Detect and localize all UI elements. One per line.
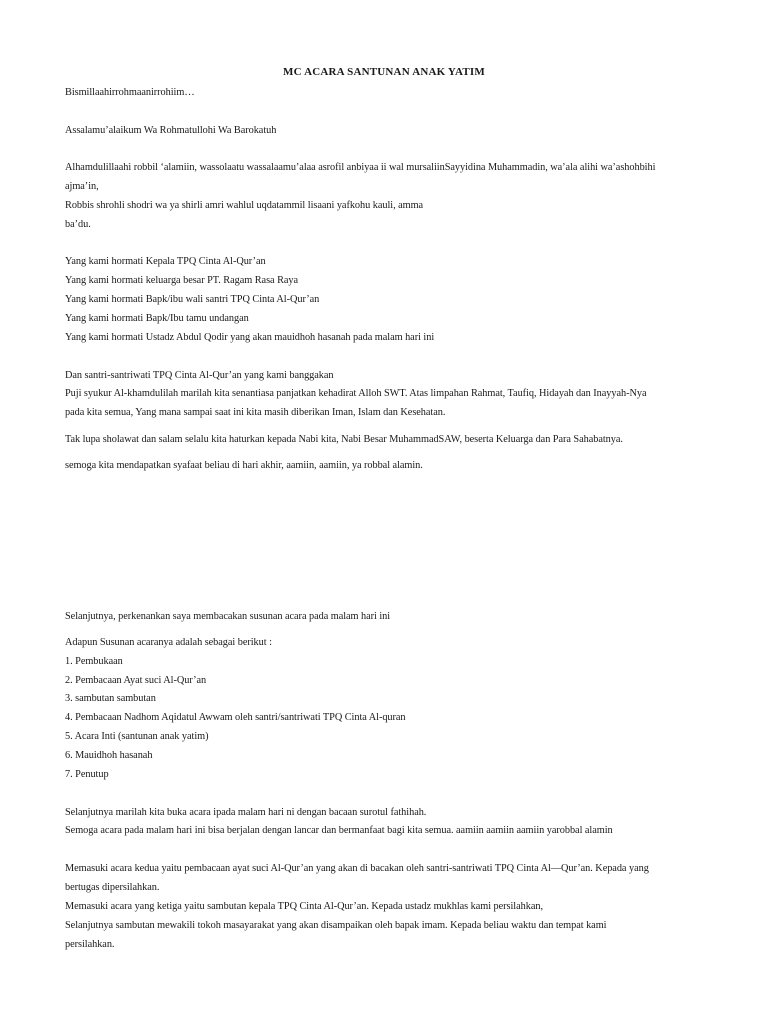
greeting-line: Yang kami hormati Bapk/Ibu tamu undangan	[65, 313, 249, 324]
susunan-item: 2. Pembacaan Ayat suci Al-Qur’an	[65, 675, 207, 686]
susunan-item: 1. Pembukaan	[65, 656, 123, 667]
praise-line-3: Robbis shrohli shodri wa ya shirli amri wahlul uqdatammil lisaani yafkohu kauli, amma	[65, 200, 424, 211]
syafaat-line: semoga kita mendapatkan syafaat beliau di hari akhir, aamiin, aamiin, ya robbal alamin.	[65, 460, 423, 471]
susunan-item: 5. Acara Inti (santunan anak yatim)	[65, 731, 209, 742]
acara-line: Memasuki acara yang ketiga yaitu sambutan kepala TPQ Cinta Al-Qur’an. Kepada ustadz mukhlas kami persilahkan,	[65, 901, 543, 912]
acara-line: Memasuki acara kedua yaitu pembacaan ayat suci Al-Qur’an yang akan di bacakan oleh santri-santriwati TPQ Cinta Al—Qur’an. Kepada yang	[65, 863, 649, 874]
document-title: MC ACARA SANTUNAN ANAK YATIM	[283, 66, 485, 78]
basmalah-line: Bismillaahirrohmaanirrohiim…	[65, 87, 195, 98]
acara-line: persilahkan.	[65, 939, 115, 950]
susunan-item: 6. Mauidhoh hasanah	[65, 750, 153, 761]
acara-line: bertugas dipersilahkan.	[65, 882, 160, 893]
salam-line: Assalamu’alaikum Wa Rohmatullohi Wa Barokatuh	[65, 125, 277, 136]
praise-line-4: ba’du.	[65, 219, 91, 230]
greeting-line: Yang kami hormati keluarga besar PT. Ragam Rasa Raya	[65, 275, 299, 286]
greeting-line: Yang kami hormati Ustadz Abdul Qodir yang akan mauidhoh hasanah pada malam hari ini	[65, 332, 435, 343]
buka-line-2: Semoga acara pada malam hari ini bisa berjalan dengan lancar dan bermanfaat bagi kita semua. aamiin aamiin aamiin yarobbal alamin	[65, 825, 613, 836]
puji-line-1: Puji syukur Al-khamdulilah marilah kita senantiasa panjatkan kehadirat Alloh SWT. Atas limpahan Rahmat, Taufiq, Hidayah dan Inayyah-Nya	[65, 388, 647, 399]
susunan-intro: Selanjutnya, perkenankan saya membacakan susunan acara pada malam hari ini	[65, 611, 391, 622]
praise-line-1: Alhamdulillaahi robbil ‘alamiin, wassolaatu wassalaamu’alaa asrofil anbiyaa ii wal mursaliinSayyidina Muhammadin, wa’ala alihi wa’ashohbihi	[65, 162, 656, 173]
sholawat-line: Tak lupa sholawat dan salam selalu kita haturkan kepada Nabi kita, Nabi Besar MuhammadSAW, beserta Keluarga dan Para Sahabatnya.	[65, 434, 623, 445]
santri-line: Dan santri-santriwati TPQ Cinta Al-Qur’an yang kami banggakan	[65, 370, 334, 381]
puji-line-2: pada kita semua, Yang mana sampai saat ini kita masih diberikan Iman, Islam dan Kesehatan.	[65, 407, 446, 418]
acara-line: Selanjutnya sambutan mewakili tokoh masayarakat yang akan disampaikan oleh bapak imam. Kepada beliau waktu dan tempat kami	[65, 920, 607, 931]
greeting-line: Yang kami hormati Bapk/ibu wali santri TPQ Cinta Al-Qur’an	[65, 294, 320, 305]
praise-line-2: ajma’in,	[65, 181, 99, 192]
susunan-item: 3. sambutan sambutan	[65, 693, 156, 704]
susunan-item: 7. Penutup	[65, 769, 109, 780]
susunan-header: Adapun Susunan acaranya adalah sebagai berikut :	[65, 637, 272, 648]
greeting-line: Yang kami hormati Kepala TPQ Cinta Al-Qur’an	[65, 256, 266, 267]
buka-line-1: Selanjutnya marilah kita buka acara ipada malam hari ni dengan bacaan surotul fathihah.	[65, 807, 427, 818]
susunan-item: 4. Pembacaan Nadhom Aqidatul Awwam oleh santri/santriwati TPQ Cinta Al-quran	[65, 712, 406, 723]
